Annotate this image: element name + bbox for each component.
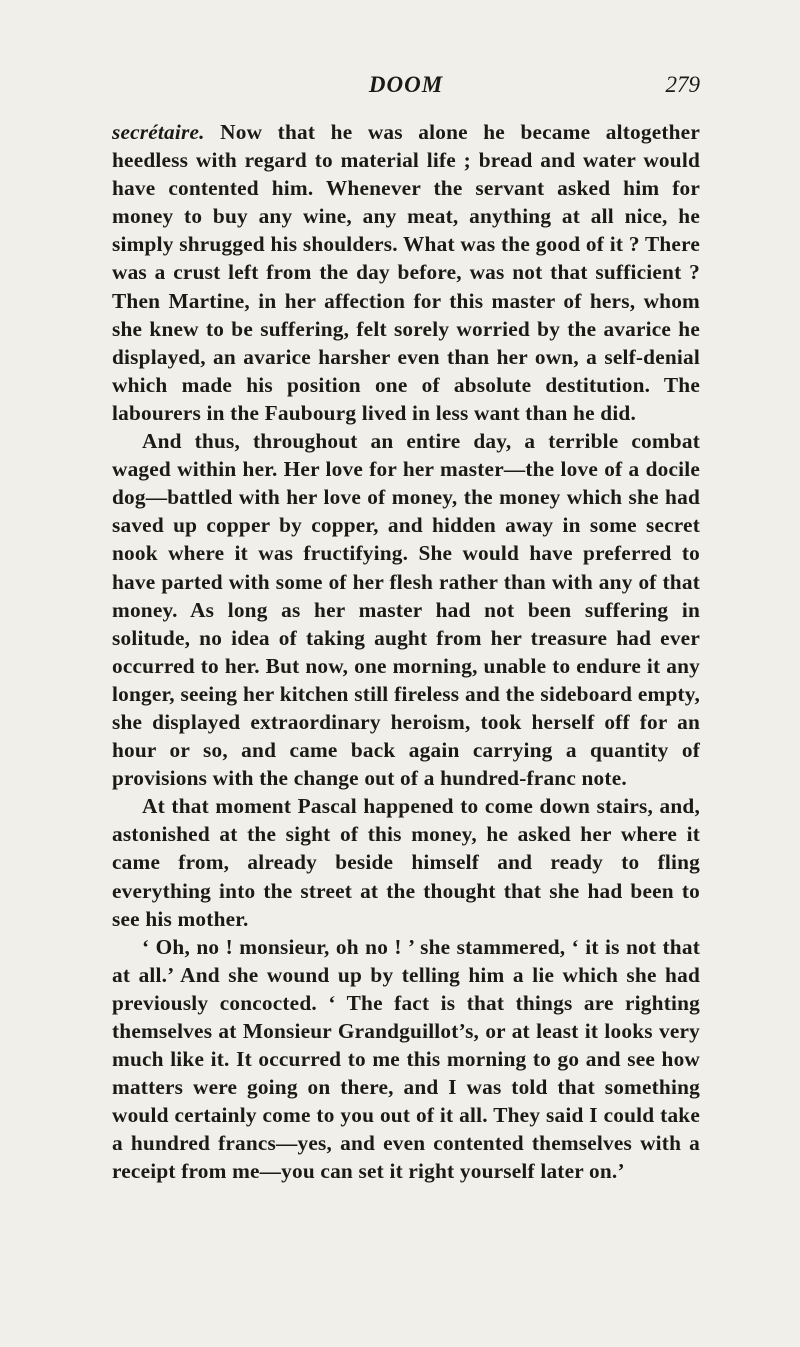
paragraph-1 <box>112 118 700 427</box>
paragraph-1-lead: secrétaire. <box>112 120 205 144</box>
paragraph-4: ‘ Oh, no ! monsieur, oh no ! ’ she stammered, ‘ it is not that at all.’ And she wound up by telling him a lie which she had previously concocted. ‘ The fact is that things are righting themselves at Monsieur Grandguillot’s, or at least it looks very much like it. It occurred to me this morning to go and see how matters were going on there, and I was told that something would certainly come to you out of it all. They said I could take a hundred francs—yes, and even contented themselves with a receipt from me—you can set it right yourself later on.’ <box>112 934 700 1184</box>
body-text <box>112 118 700 1186</box>
running-title: DOOM <box>368 72 444 97</box>
paragraph-3: At that moment Pascal happened to come down stairs, and, astonished at the sight of this money, he asked her where it came from, already beside himself and ready to fling everything into the street at the thought that she had been to see his mother. <box>112 794 700 931</box>
page-number: 279 <box>665 72 700 97</box>
paragraph-1-text: Now that he was alone he became altogether heedless with regard to material life ; bread and water would have contented him. Whenever the servant asked him for money to buy any wine, any meat, anything at all nice, he simply shrugged his shoulders. What was the good of it ? There was a crust left from the day before, was not that sufficient ? Then Martine, in her affection for this master of hers, whom she knew to be suffering, felt sorely worried by the avarice he displayed, an avarice harsher even than her own, a self-denial which made his position one of absolute destitution. The labourers in the Faubourg lived in less want than he did. <box>112 120 700 425</box>
running-head <box>112 70 700 110</box>
paragraph-2: And thus, throughout an entire day, a terrible combat waged within her. Her love for her master—the love of a docile dog—battled with her love of money, the money which she had saved up copper by copper, and hidden away in some secret nook where it was fructifying. She would have preferred to have parted with some of her flesh rather than with any of that money. As long as her master had not been suffering in solitude, no idea of taking aught from her treasure had ever occurred to her. But now, one morning, unable to endure it any longer, seeing her kitchen still fireless and the sideboard empty, she displayed extraordinary heroism, took herself off for an hour or so, and came back again carrying a quantity of provisions with the change out of a hundred-franc note. <box>112 429 700 791</box>
